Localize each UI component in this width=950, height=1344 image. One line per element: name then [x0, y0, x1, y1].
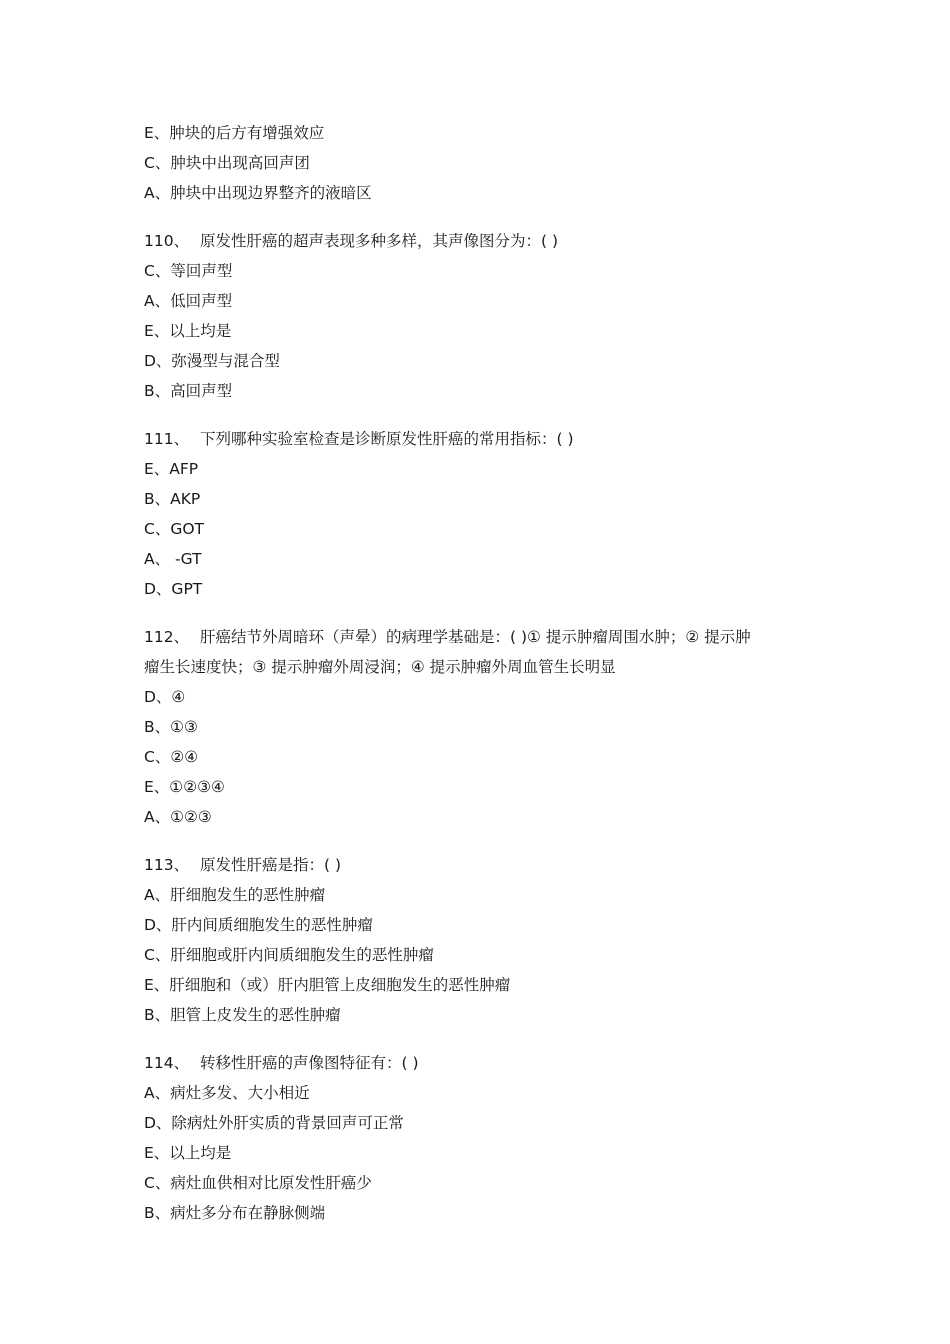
- option-line: E、AFP: [144, 460, 199, 478]
- question-text: 下列哪种实验室检查是诊断原发性肝癌的常用指标：( ): [200, 430, 574, 448]
- option-line: C、GOT: [144, 520, 205, 538]
- document-page: [144, 118, 814, 1228]
- question-stem: [144, 622, 814, 652]
- option-line: C、病灶血供相对比原发性肝癌少: [144, 1174, 372, 1192]
- option-line: D、④: [144, 688, 186, 706]
- question-number: 112、: [144, 628, 190, 646]
- option-line: E、肝细胞和（或）肝内胆管上皮细胞发生的恶性肿瘤: [144, 976, 511, 994]
- option-line: D、弥漫型与混合型: [144, 352, 280, 370]
- question-stem-continued: 瘤生长速度快；③ 提示肿瘤外周浸润；④ 提示肿瘤外周血管生长明显: [144, 658, 616, 676]
- option-line: B、①③: [144, 718, 198, 736]
- option-line: D、GPT: [144, 580, 203, 598]
- question-text: 肝癌结节外周暗环（声晕）的病理学基础是：( )① 提示肿瘤周围水肿；② 提示肿: [200, 628, 751, 646]
- option-line: E、肿块的后方有增强效应: [144, 124, 325, 142]
- option-line: C、肝细胞或肝内间质细胞发生的恶性肿瘤: [144, 946, 434, 964]
- option-line: B、高回声型: [144, 382, 233, 400]
- option-line: B、病灶多分布在静脉侧端: [144, 1204, 326, 1222]
- option-line: A、①②③: [144, 808, 212, 826]
- option-line: E、以上均是: [144, 1144, 232, 1162]
- option-line: A、肝细胞发生的恶性肿瘤: [144, 886, 326, 904]
- question-stem: [144, 850, 814, 880]
- question-110: [144, 226, 814, 406]
- option-line: A、 -GT: [144, 550, 202, 568]
- option-line: E、以上均是: [144, 322, 232, 340]
- option-line: D、除病灶外肝实质的背景回声可正常: [144, 1114, 404, 1132]
- question-stem: [144, 1048, 814, 1078]
- option-line: A、肿块中出现边界整齐的液暗区: [144, 184, 372, 202]
- option-line: E、①②③④: [144, 778, 225, 796]
- option-line: B、AKP: [144, 490, 201, 508]
- question-113: [144, 850, 814, 1030]
- question-114: [144, 1048, 814, 1228]
- question-number: 111、: [144, 430, 190, 448]
- option-line: B、胆管上皮发生的恶性肿瘤: [144, 1006, 341, 1024]
- question-number: 114、: [144, 1054, 190, 1072]
- question-text: 原发性肝癌的超声表现多种多样，其声像图分为：( ): [200, 232, 559, 250]
- question-111: [144, 424, 814, 604]
- question-stem: [144, 424, 814, 454]
- option-line: D、肝内间质细胞发生的恶性肿瘤: [144, 916, 373, 934]
- question-112: [144, 622, 814, 832]
- question-number: 113、: [144, 856, 190, 874]
- option-line: C、肿块中出现高回声团: [144, 154, 310, 172]
- question-text: 原发性肝癌是指：( ): [200, 856, 342, 874]
- question-stem: [144, 226, 814, 256]
- option-line: C、等回声型: [144, 262, 233, 280]
- question-number: 110、: [144, 232, 190, 250]
- option-line: A、低回声型: [144, 292, 233, 310]
- option-line: C、②④: [144, 748, 199, 766]
- option-line: A、病灶多发、大小相近: [144, 1084, 310, 1102]
- carryover-options: [144, 118, 814, 208]
- question-text: 转移性肝癌的声像图特征有：( ): [200, 1054, 419, 1072]
